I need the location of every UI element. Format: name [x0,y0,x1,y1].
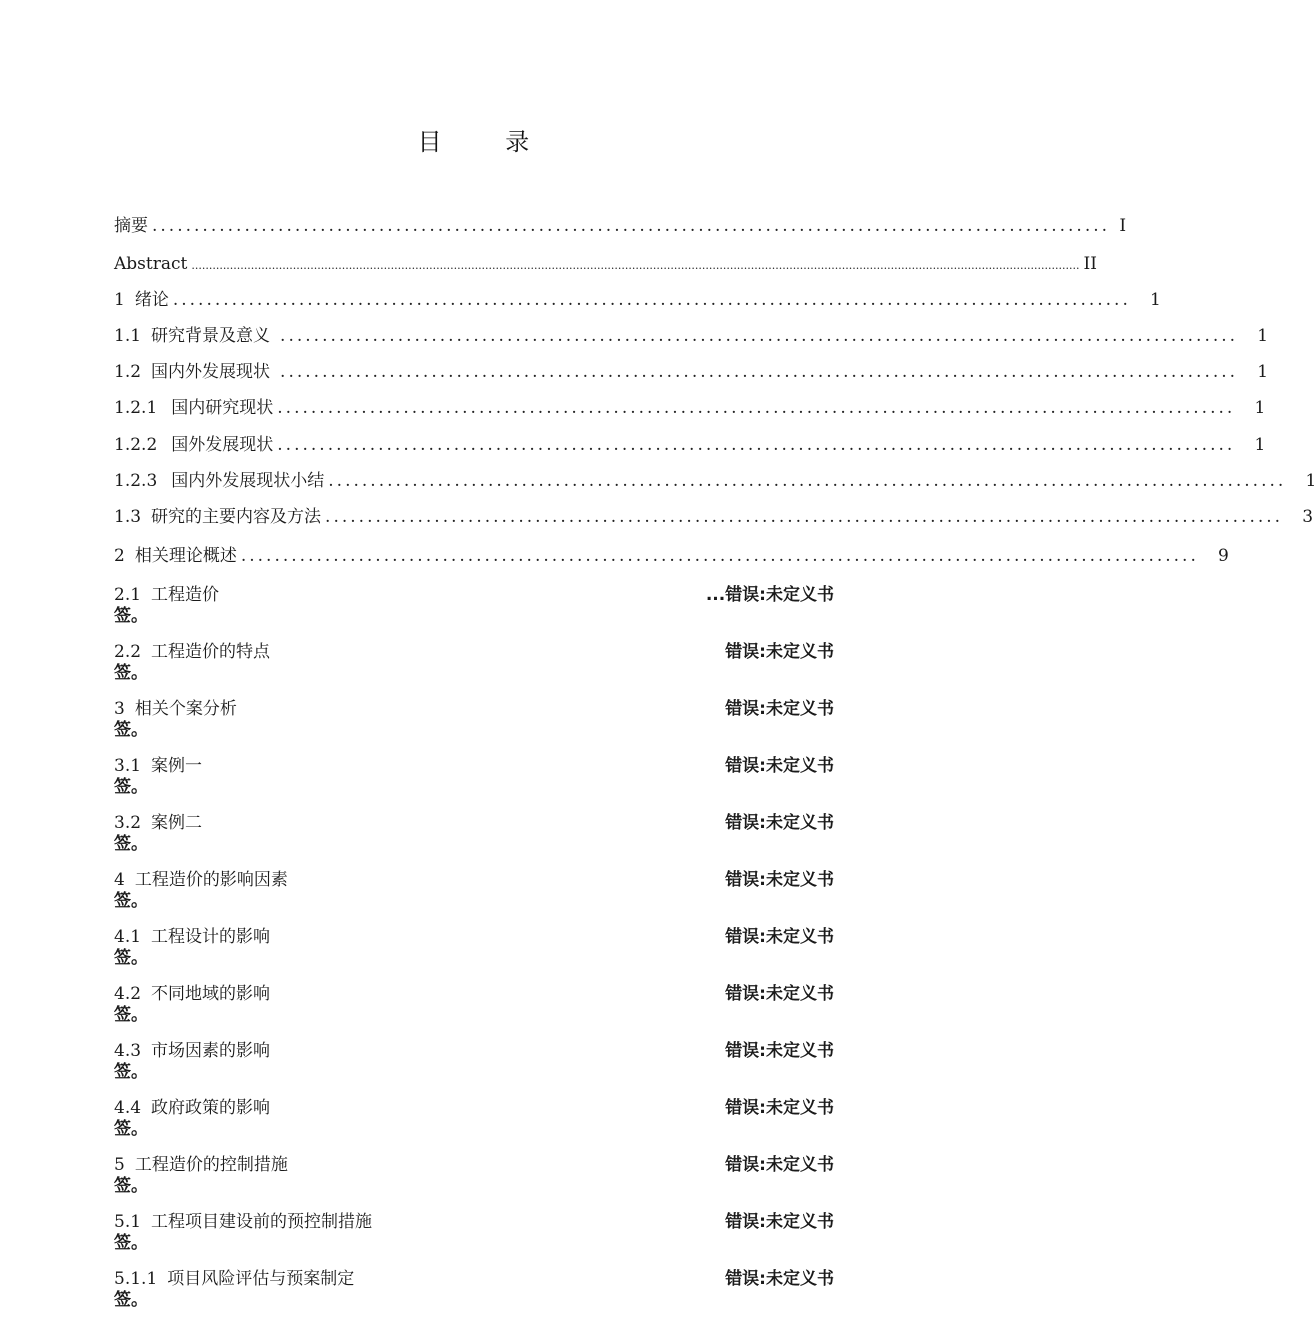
toc-entry-number: 4 [114,870,125,890]
toc-entry-number: 3.1 [114,756,142,776]
dot-leader: .............................................................................................................................................................................................................................................................. [191,259,1080,272]
toc-entry-text: 工程设计的影响 [151,927,271,947]
toc-error-entry[interactable] [114,694,834,740]
toc-title: 目 录 [417,128,558,156]
toc-entry-text: 政府政策的影响 [151,1098,271,1118]
toc-entry[interactable] [114,213,1127,237]
bookmark-error-text: 错误:未定义书 [725,1212,834,1232]
toc-entry-label [114,397,273,419]
toc-entry-text: 国外发展现状 [171,435,274,455]
toc-entry-number: 3.2 [114,813,142,833]
toc-entry-text: 工程造价的控制措施 [134,1155,288,1175]
bookmark-error-text: 错误:未定义书 [725,1098,834,1118]
toc-entry-page: 1 [1305,471,1316,491]
dot-leader: .................................................................................................................. [280,362,1239,382]
toc-error-entry[interactable] [114,808,834,854]
bookmark-error-wrap: 签。 [114,720,148,740]
bookmark-error-wrap: 签。 [114,777,148,797]
toc-entry-text: 工程项目建设前的预控制措施 [151,1212,373,1232]
bookmark-error-wrap: 签。 [114,1005,148,1025]
toc-error-entry[interactable] [114,1036,834,1082]
toc-entry-text: 工程造价 [151,585,220,605]
toc-error-entry[interactable] [114,1264,834,1310]
toc-entry-page: 1 [1257,362,1269,382]
toc-entry-number: 4.1 [114,927,142,947]
toc-entry-label [114,289,169,311]
toc-entry-label [114,325,270,347]
toc-entry-number: 1.3 [114,507,142,527]
bookmark-error-wrap: 签。 [114,1062,148,1082]
toc-entry-label [114,470,324,492]
dot-leader: .................................................................................................................. [325,507,1284,527]
toc-entry-text: 工程造价的特点 [151,642,271,662]
dot-leader: .................................................................................................................. [280,326,1239,346]
toc-entry-text: 相关个案分析 [134,699,237,719]
bookmark-error-wrap: 签。 [114,663,148,683]
bookmark-error-text: 错误:未定义书 [725,642,834,662]
bookmark-error-text: 错误:未定义书 [725,1269,834,1289]
bookmark-error-text: 错误:未定义书 [725,813,834,833]
toc-entry-page: 9 [1218,546,1229,566]
bookmark-error-text: 错误:未定义书 [725,1041,834,1061]
toc-entry-text: 国内外发展现状 [151,362,271,382]
toc-entry-text: 工程造价的影响因素 [134,870,288,890]
toc-error-entry[interactable] [114,580,834,626]
toc-entry[interactable] [114,251,1097,275]
toc-error-entry[interactable] [114,1150,834,1196]
dot-leader: .................................................................................................................. [240,546,1199,566]
toc-entry-text: 国内研究现状 [171,398,274,418]
bookmark-error-wrap: 签。 [114,891,148,911]
toc-entry-text: 案例二 [151,813,203,833]
toc-entry[interactable] [114,395,1266,419]
toc-entry-label [114,506,321,528]
toc-entry-label [114,361,270,383]
toc-entry-page: 1 [1254,398,1266,418]
dot-leader: .................................................................................................................. [172,290,1131,310]
toc-entry-number: 5.1 [114,1212,142,1232]
toc-entry-label [114,434,273,456]
bookmark-error-text: 错误:未定义书 [725,756,834,776]
bookmark-error-text: 错误:未定义书 [725,870,834,890]
toc-entry-number: 3 [114,699,125,719]
toc-entry-label [114,1264,354,1289]
toc-entry-number: 4.2 [114,984,142,1004]
toc-entry-text: 不同地域的影响 [151,984,271,1004]
toc-error-entry[interactable] [114,922,834,968]
toc-entry-page: 1 [1150,290,1161,310]
toc-entry-number: 4.3 [114,1041,142,1061]
toc-entry-number: 5 [114,1155,125,1175]
toc-error-entry[interactable] [114,1093,834,1139]
toc-entry-number: 1.1 [114,326,142,346]
bookmark-error-text: 错误:未定义书 [725,927,834,947]
dot-leader: .................................................................................................................. [277,398,1236,418]
toc-entry-number: 1.2.2 [114,435,158,455]
dot-leader: ... [705,585,726,605]
toc-entry-number: 2.1 [114,585,142,605]
dot-leader: .................................................................................................................. [277,435,1236,455]
bookmark-error-text: 错误:未定义书 [725,984,834,1004]
toc-entry-text: 案例一 [151,756,203,776]
toc-entry-number: 1.2.3 [114,471,158,491]
toc-entry-page: 1 [1254,435,1266,455]
toc-error-entry[interactable] [114,979,834,1025]
dot-leader: .................................................................................................................. [152,216,1111,236]
toc-entry[interactable] [114,323,1269,347]
toc-error-entry[interactable] [114,1207,834,1253]
toc-entry-text: 绪论 [134,290,169,310]
toc-entry-number: 1.2 [114,362,142,382]
toc-entry-number: 2.2 [114,642,142,662]
bookmark-error-wrap: 签。 [114,606,148,626]
bookmark-error-wrap: 签。 [114,1290,148,1310]
toc-entry-text: 研究的主要内容及方法 [151,507,322,527]
toc-entry-number: 5.1.1 [114,1269,158,1289]
toc-entry-page: I [1119,216,1127,236]
dot-leader: .................................................................................................................. [328,471,1287,491]
bookmark-error-wrap: 签。 [114,1233,148,1253]
bookmark-error-text: 错误:未定义书 [725,1155,834,1175]
toc-entry[interactable] [114,359,1269,383]
toc-entry[interactable] [114,287,1161,311]
toc-entry-number: 2 [114,546,125,566]
toc-entry[interactable] [114,432,1266,456]
toc-error-entry[interactable] [114,865,834,911]
toc-entry-number: 4.4 [114,1098,142,1118]
toc-entry[interactable] [114,543,1229,567]
bookmark-error-wrap: 签。 [114,948,148,968]
toc-entry-label [114,1207,372,1232]
bookmark-error [706,580,834,605]
toc-error-entry[interactable] [114,637,834,683]
toc-entry-page: 1 [1257,326,1269,346]
toc-error-entry[interactable] [114,751,834,797]
bookmark-error-wrap: 签。 [114,834,148,854]
toc-entry-text: 项目风险评估与预案制定 [167,1269,355,1289]
bookmark-error-wrap: 签。 [114,1176,148,1196]
bookmark-error-text: 错误:未定义书 [725,585,834,605]
toc-entry[interactable] [114,468,1316,492]
toc-entry-page: 3 [1302,507,1314,527]
toc-entry-label [114,545,237,567]
toc-entry-number: 1 [114,290,125,310]
toc-entry-label: Abstract [114,254,188,274]
toc-entry-number: 1.2.1 [114,398,158,418]
toc-entry-text: 相关理论概述 [134,546,237,566]
toc-entry-text: 市场因素的影响 [151,1041,271,1061]
toc-entry[interactable] [114,504,1314,528]
bookmark-error-wrap: 签。 [114,1119,148,1139]
toc-entry-label: 摘要 [114,216,148,236]
bookmark-error-text: 错误:未定义书 [725,699,834,719]
toc-entry-page: II [1083,254,1097,274]
toc-entry-text: 研究背景及意义 [151,326,271,346]
toc-entry-text: 国内外发展现状小结 [171,471,325,491]
